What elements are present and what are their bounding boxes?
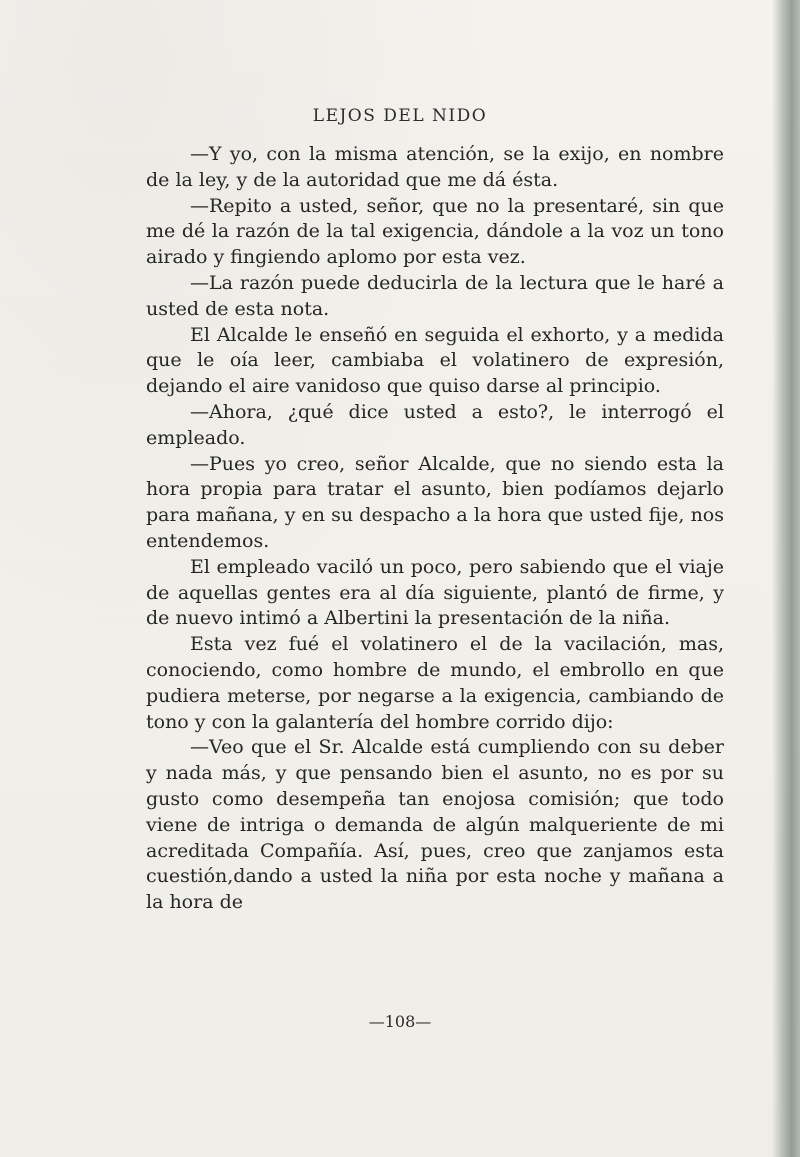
paragraph: —La razón puede deducirla de la lectura que le haré a usted de esta nota. — [146, 271, 724, 320]
body-text — [146, 142, 724, 916]
paragraph: Esta vez fué el volatinero el de la vacilación, mas, conociendo, como hombre de mundo, el embrollo en que pudiera meterse, por negarse a la exigencia, cambiando de tono y con la galantería del hombre corrido dijo: — [146, 633, 724, 733]
running-head: LEJOS DEL NIDO — [312, 106, 488, 126]
page-edge-shadow — [772, 0, 800, 1157]
paragraph: —Veo que el Sr. Alcalde está cumpliendo con su deber y nada más, y que pensando bien el asunto, no es por su gusto como desempeña tan enojosa comisión; que todo viene de intriga o demanda de algún malqueriente de mi acreditada Compañía. Así, pues, creo que zanjamos esta cuestión,dando a usted la niña por esta noche y mañana a la hora de — [146, 736, 724, 914]
paragraph: El Alcalde le enseñó en seguida el exhorto, y a medida que le oía leer, cambiaba el volatinero de expresión, dejando el aire vanidoso que quiso darse al principio. — [146, 323, 724, 398]
paragraph: —Repito a usted, señor, que no la presentaré, sin que me dé la razón de la tal exigencia, dándole a la voz un tono airado y fingiendo aplomo por esta vez. — [146, 194, 724, 269]
paragraph: —Ahora, ¿qué dice usted a esto?, le interrogó el empleado. — [146, 400, 724, 449]
page-number: —108— — [368, 1012, 432, 1031]
paragraph: —Pues yo creo, señor Alcalde, que no siendo esta la hora propia para tratar el asunto, bien podíamos dejarlo para mañana, y en su despacho a la hora que usted fije, nos entendemos. — [146, 452, 724, 552]
paragraph: El empleado vaciló un poco, pero sabiendo que el viaje de aquellas gentes era al día siguiente, plantó de firme, y de nuevo intimó a Albertini la presentación de la niña. — [146, 555, 724, 630]
paragraph: —Y yo, con la misma atención, se la exijo, en nombre de la ley, y de la autoridad que me dá ésta. — [146, 143, 724, 191]
